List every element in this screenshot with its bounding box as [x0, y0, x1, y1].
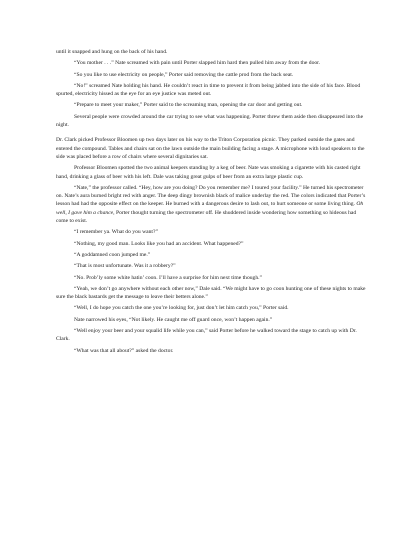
paragraph-4: “No!” screamed Nate holding his hand. He couldn’t react in time to prevent it from being jabbed into the side of his face. Blood spurted, electricity hissed as the eye for an eye justice was meted out. [56, 82, 361, 98]
paragraph-10: “I remember ya. What do you want?” [74, 229, 158, 236]
paragraph-13: “That is most unfortunate. Was it a robbery?” [74, 263, 176, 270]
paragraph-9-italic: Oh well, I gave him a chance, [56, 201, 364, 216]
paragraph-17: Nate narrowed his eyes, “Not likely. He caught me off guard once, won’t happen again.” [74, 316, 273, 323]
paragraph-9 [56, 184, 366, 225]
paragraph-16: “Well, I do hope you catch the one you’re looking for, just don’t let him catch you,” Porter said. [74, 305, 289, 312]
paragraph-3: “So you like to use electricity on people,” Porter said removing the cattle prod from the back seat. [74, 71, 294, 78]
paragraph-14: “No. Prob’ly some white hatin’ coon. I’ll have a surprise for him next time though.” [74, 274, 263, 281]
paragraph-9-text: “Nate,” the professor called. “Hey, how are you doing? Do you remember me? I toured your facility.” He turned his spectrometer on. Nate’s aura burned bright red with anger. The deep dingy brownish black of malice underlay the red. The colors indicated that Porter’s lesson had had the opposite effect on the keeper. He burned with a dangerous desire to lash out, to hurt someone or some living thing. [56, 184, 366, 208]
paragraph-18: “Well enjoy your beer and your squalid life while you can,” said Porter before he walked toward the stage to catch up with Dr. Clark. [56, 328, 357, 343]
paragraph-6: Several people were crowded around the car trying to see what was happening. Porter threw them aside then disappeared into the night. [56, 113, 364, 129]
paragraph-1: until it snapped and hung on the back of his hand. [56, 49, 168, 55]
paragraph-9-rest: Porter thought turning the spectrometer off. He shuddered inside wondering how something so hideous had come to exist. [56, 209, 357, 225]
paragraph-11: “Nothing, my good man. Looks like you had an accident. What happened?” [74, 240, 244, 247]
paragraph-5: “Prepare to meet your maker,” Porter said to the screaming man, opening the car door and getting out. [74, 102, 303, 109]
paragraph-15: “Yeah, we don’t go anywhere without each other now,” Dale said. “We might have to go coon hunting one of these nights to make sure the black bastards get the message to leave their betters alone.” [56, 285, 366, 301]
paragraph-8: Professor Bloomen spotted the two animal keepers standing by a keg of beer. Nate was smoking a cigarette with his casted right hand, drinking a glass of beer with his left. Dale was taking great gulps of beer from an extra large plastic cup. [56, 165, 361, 180]
paragraph-7: Dr. Clark picked Professor Bloomen up two days later on his way to the Triton Corporation picnic. They parked outside the gates and entered the compound. Tables and chairs sat on the lawn outside the main building facing a stage. A microphone with loud speakers to the side was placed before a row of chairs where several dignitaries sat. [56, 137, 365, 160]
paragraph-2: “You mother . . .” Nate screamed with pain until Porter slapped him hard then pulled him away from the door. [74, 60, 321, 67]
paragraph-12: “A goddamned coon jumped me.” [74, 251, 151, 258]
paragraph-19: “What was that all about?” asked the doctor. [74, 347, 174, 354]
